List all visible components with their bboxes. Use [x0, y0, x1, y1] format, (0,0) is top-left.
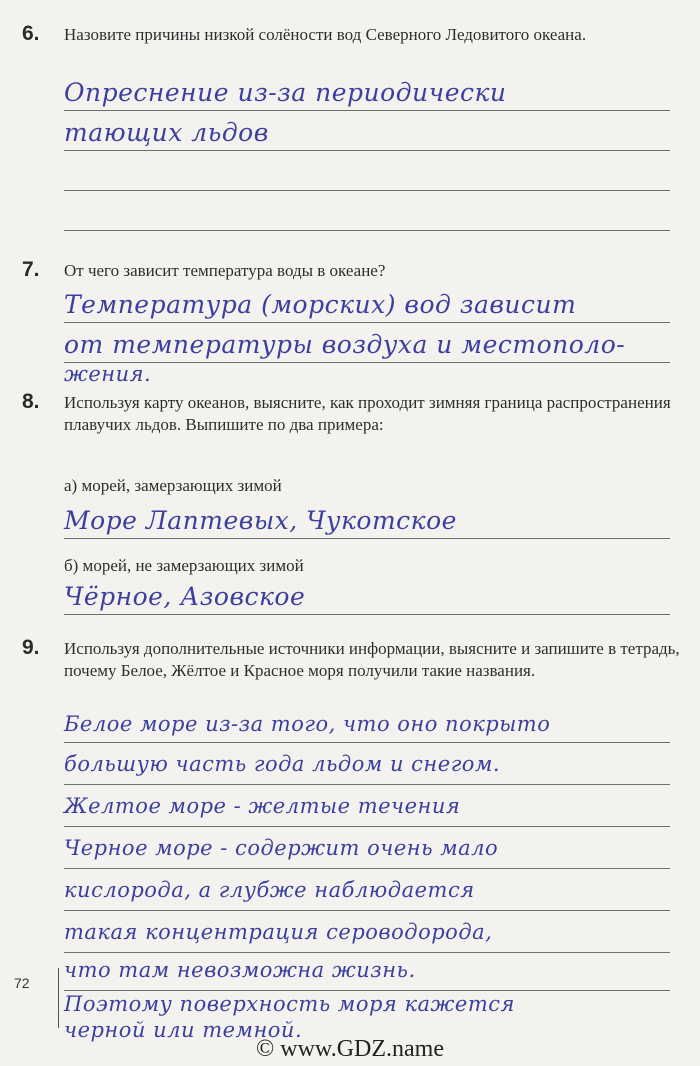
handwritten-answer-line: такая концентрация сероводорода, [64, 920, 493, 944]
question-text: Используя карту океанов, выясните, как проходит зимняя граница распространения плавучих льдов. Выпишите по два примера: [64, 393, 671, 434]
handwritten-answer-line: от температуры воздуха и местополо- [64, 330, 626, 359]
handwritten-answer-line: Температура (морских) вод зависит [64, 290, 577, 319]
handwritten-answer-a: Море Лаптевых, Чукотское [64, 506, 457, 535]
answer-rule [64, 868, 670, 869]
answer-rule [64, 362, 670, 363]
sub-question-a: а) морей, замерзающих зимой [64, 476, 282, 495]
page-number-box [2, 968, 59, 1028]
question-number: 7. [22, 258, 40, 281]
answer-rule [64, 190, 670, 191]
question-number: 6. [22, 22, 40, 45]
sub-question-b: б) морей, не замерзающих зимой [64, 556, 304, 575]
handwritten-answer-line: жения. [64, 362, 152, 386]
question-text: Используя дополнительные источники информации, выясните и запишите в тетрадь, почему Белое, Жёлтое и Красное моря получили такие названия. [64, 639, 680, 680]
answer-rule [64, 110, 670, 111]
answer-rule [64, 826, 670, 827]
answer-rule [64, 150, 670, 151]
question-8 [22, 390, 682, 470]
answer-rule [64, 322, 670, 323]
question-text: От чего зависит температура воды в океане? [64, 261, 386, 280]
question-number: 9. [22, 636, 40, 659]
handwritten-answer-line: Белое море из-за того, что оно покрыто [64, 712, 551, 736]
page-number: 72 [14, 975, 30, 991]
answer-rule [64, 614, 670, 615]
handwritten-answer-line: Черное море - содержит очень мало [64, 836, 499, 860]
handwritten-answer-line: черной или темной. [64, 1018, 303, 1042]
answer-rule [64, 230, 670, 231]
handwritten-answer-line: большую часть года льдом и снегом. [64, 752, 501, 776]
handwritten-answer-line: Опреснение из-за периодически [64, 78, 507, 107]
handwritten-answer-line: кислорода, а глубже наблюдается [64, 878, 475, 902]
question-9 [22, 636, 682, 706]
handwritten-answer-line: Желтое море - желтые течения [64, 794, 461, 818]
answer-rule [64, 742, 670, 743]
watermark: © www.GDZ.name [256, 1036, 444, 1062]
question-text: Назовите причины низкой солёности вод Северного Ледовитого океана. [64, 25, 587, 44]
handwritten-answer-b: Чёрное, Азовское [64, 582, 306, 611]
answer-rule [64, 538, 670, 539]
answer-rule [64, 910, 670, 911]
handwritten-answer-line: тающих льдов [64, 118, 269, 147]
answer-rule [64, 952, 670, 953]
handwritten-answer-line: что там невозможна жизнь. [64, 958, 416, 982]
answer-rule [64, 784, 670, 785]
handwritten-answer-line: Поэтому поверхность моря кажется [64, 992, 515, 1016]
question-number: 8. [22, 390, 40, 413]
answer-rule [64, 990, 670, 991]
